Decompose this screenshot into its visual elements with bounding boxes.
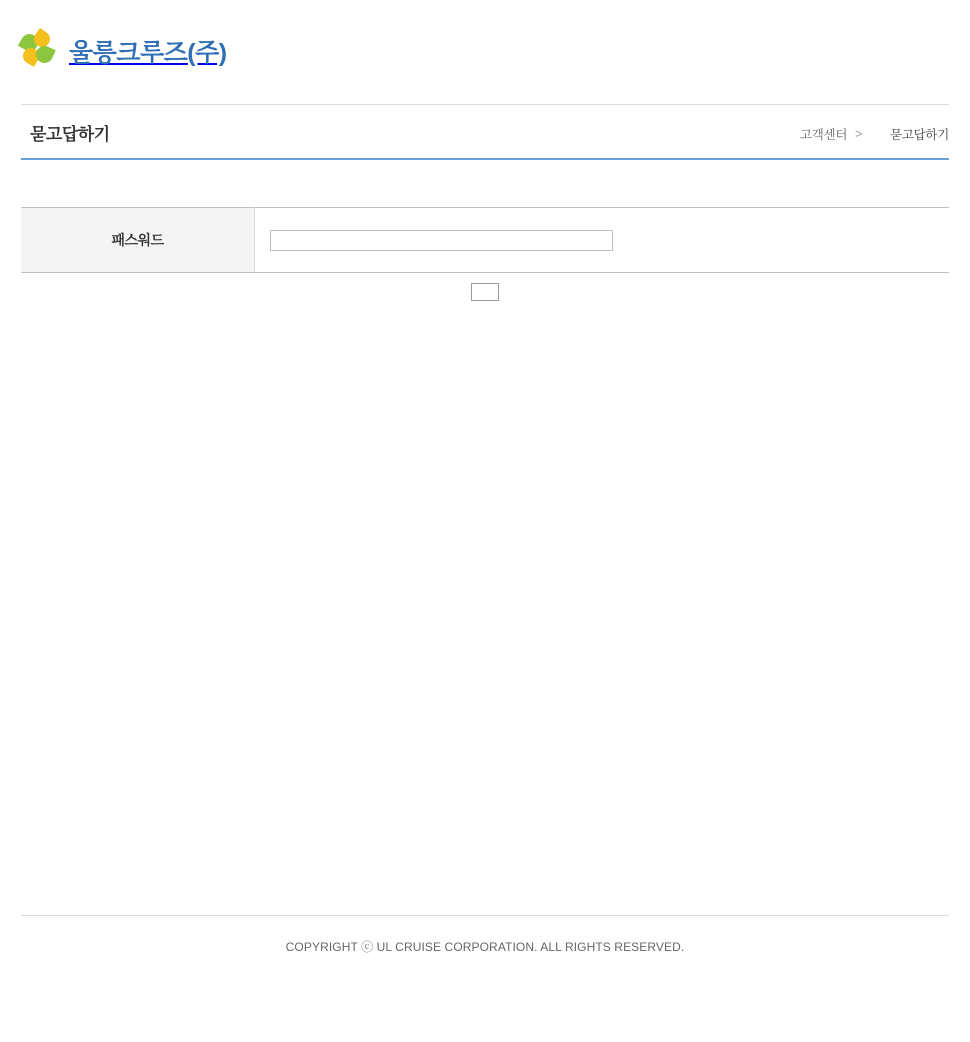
breadcrumb-root[interactable]: 고객센터 xyxy=(800,128,848,142)
site-logo[interactable] xyxy=(21,27,227,75)
table-row xyxy=(21,208,949,273)
site-header xyxy=(0,0,970,104)
page-title: 묻고답하기 xyxy=(30,125,110,144)
password-input[interactable] xyxy=(270,230,613,251)
copyright-text: COPYRIGHT ⓒ UL CRUISE CORPORATION. ALL RIGHTS RESERVED. xyxy=(285,940,685,954)
breadcrumb-separator: > xyxy=(855,127,863,141)
password-label: 패스워드 xyxy=(21,208,255,273)
page-title-bar xyxy=(21,104,949,160)
logo-text-suffix: (주) xyxy=(187,39,227,67)
logo-text-main: 울릉크루즈 xyxy=(69,39,188,67)
password-form-table xyxy=(21,207,949,273)
submit-row xyxy=(21,283,949,305)
flower-logo-icon xyxy=(21,31,61,71)
site-footer xyxy=(21,915,949,955)
breadcrumb-current: 묻고답하기 xyxy=(890,128,949,142)
submit-button[interactable] xyxy=(471,283,499,301)
logo-text xyxy=(69,33,227,69)
password-input-cell xyxy=(255,208,950,273)
main-content xyxy=(21,207,949,305)
breadcrumb xyxy=(800,125,949,143)
